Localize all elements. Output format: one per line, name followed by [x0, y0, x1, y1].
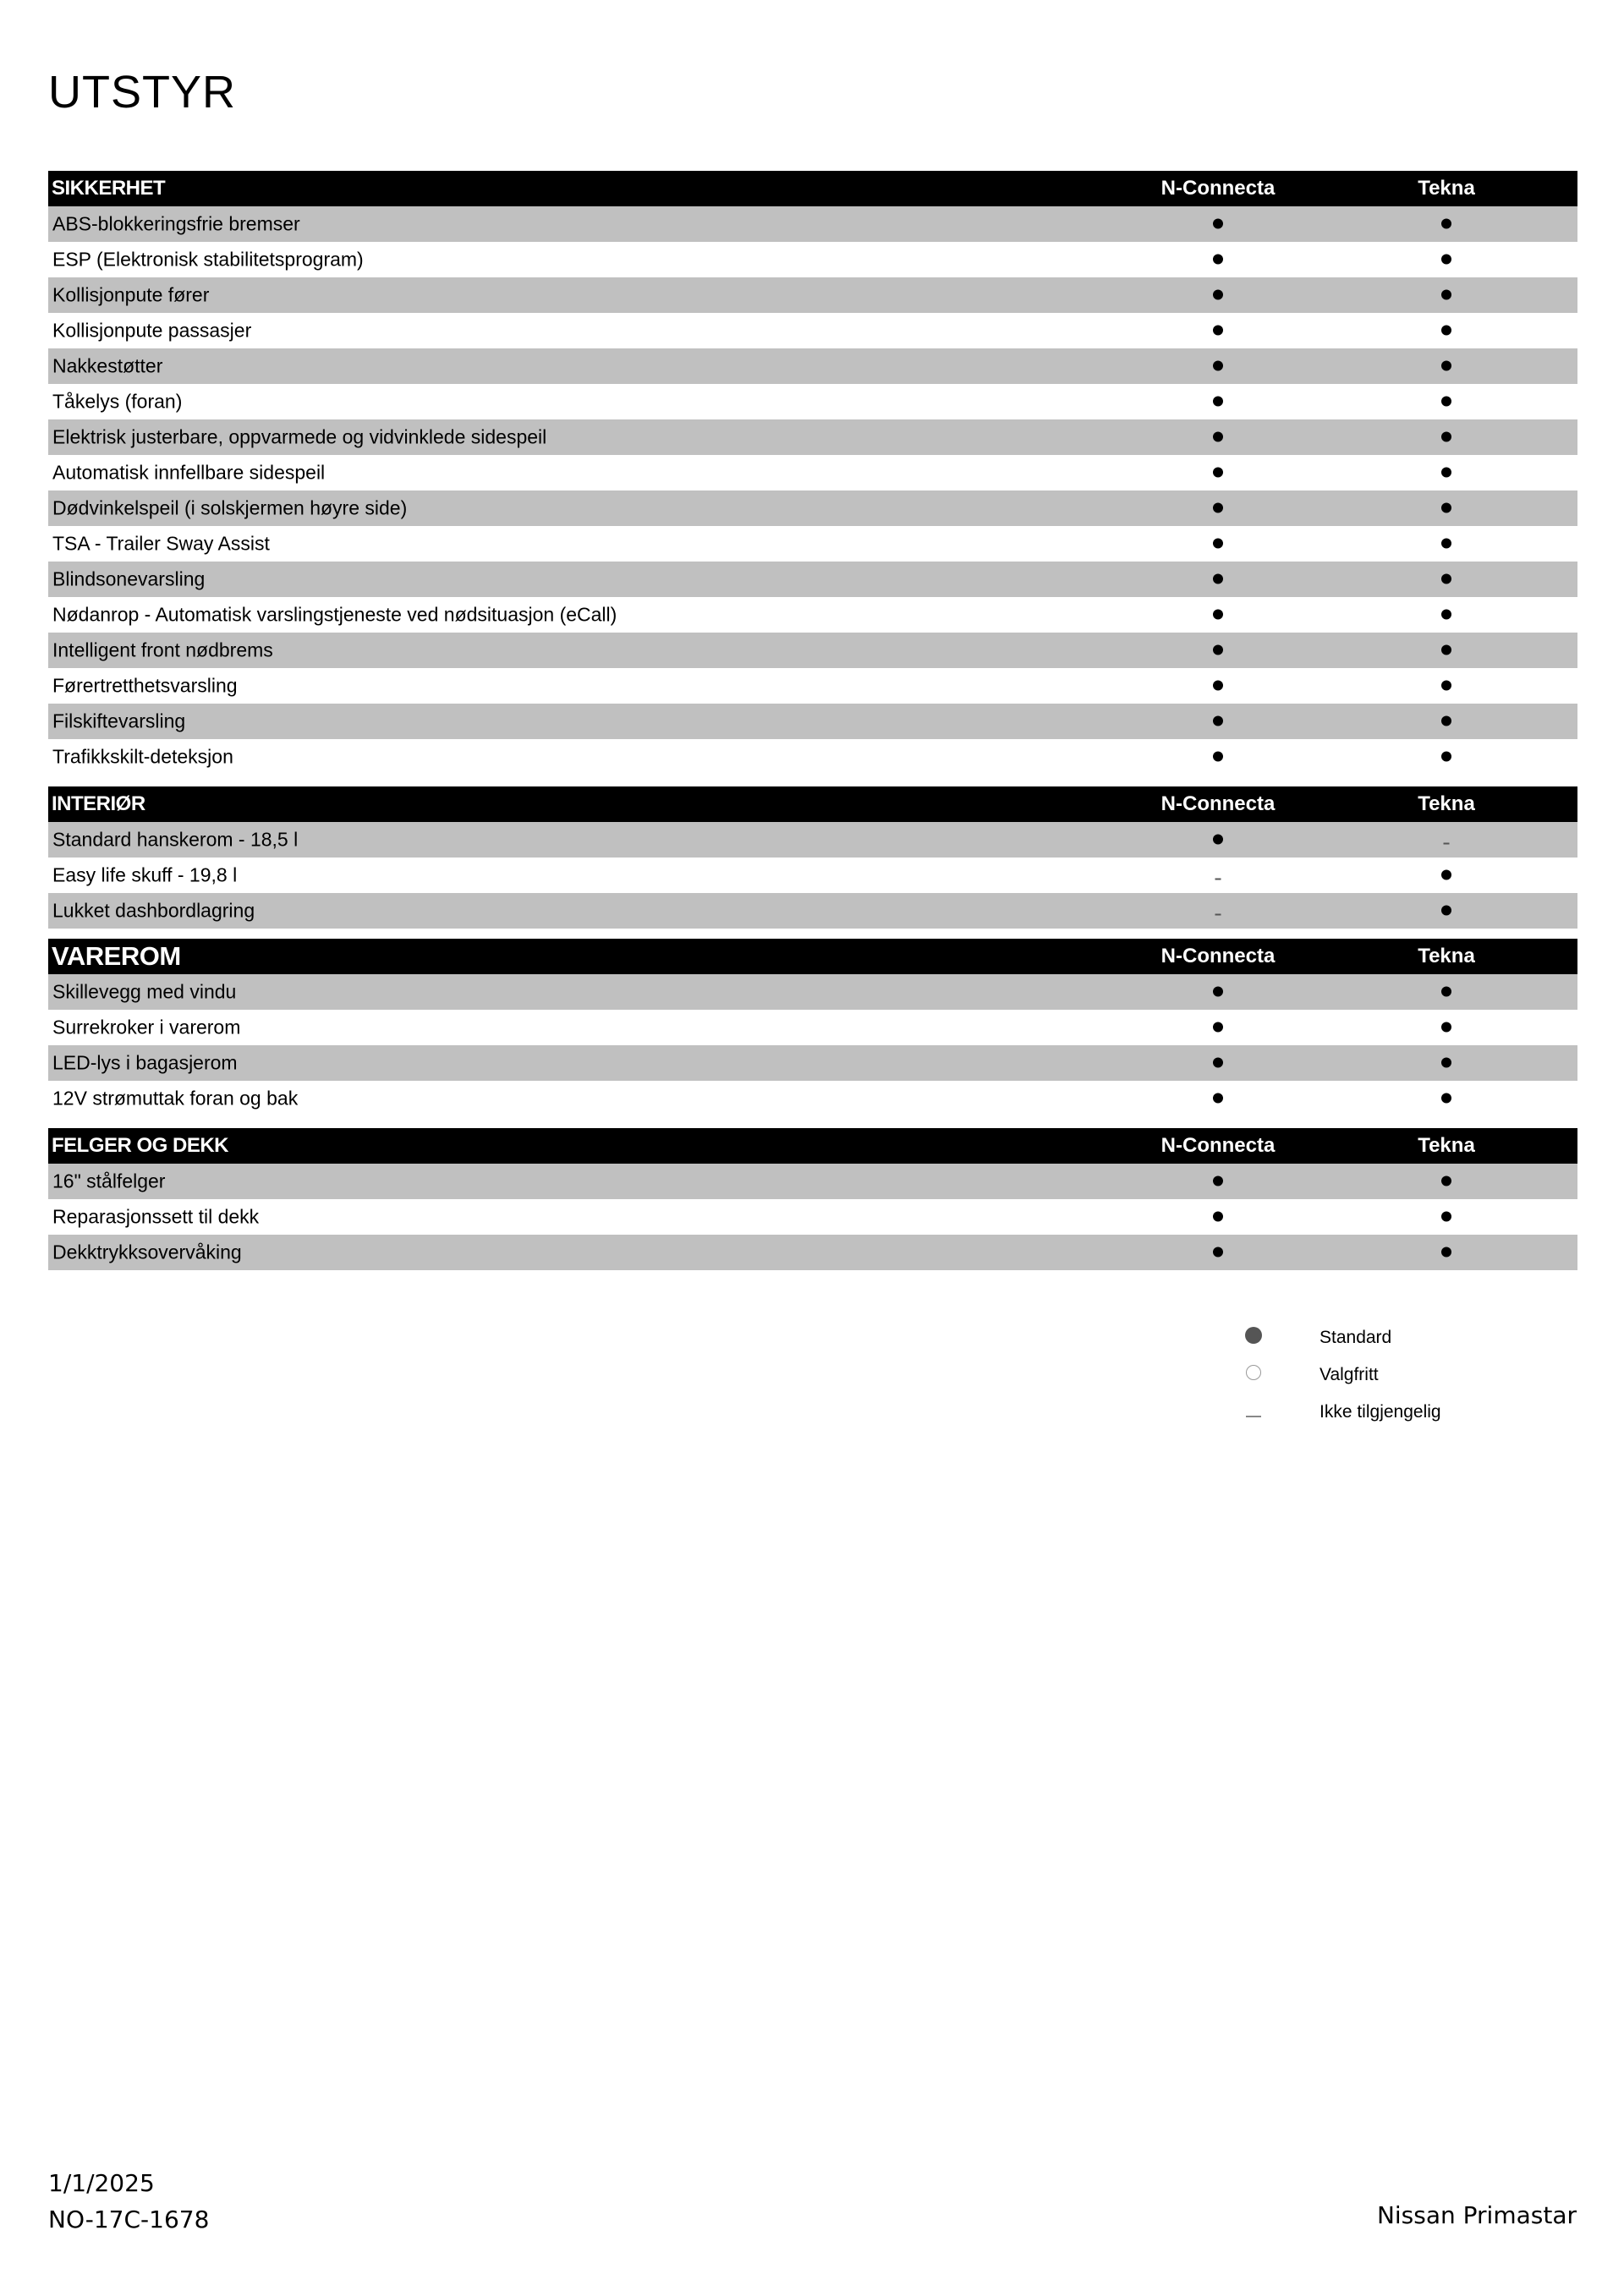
standard-dot-icon	[1213, 987, 1223, 997]
standard-dot-icon	[1213, 468, 1223, 478]
standard-dot-icon	[1441, 361, 1451, 371]
standard-dot-icon	[1245, 1327, 1262, 1344]
row-label: Intelligent front nødbrems	[52, 638, 273, 661]
column-header: Tekna	[1418, 945, 1475, 967]
row-label: Standard hanskerom - 18,5 l	[52, 828, 299, 851]
column-header: Tekna	[1418, 1134, 1475, 1157]
table-row	[48, 739, 1577, 775]
table-row	[48, 974, 1577, 1010]
row-label: Nakkestøtter	[52, 354, 163, 377]
table-row	[48, 490, 1577, 526]
standard-dot-icon	[1213, 255, 1223, 265]
standard-dot-icon	[1213, 752, 1223, 762]
standard-dot-icon	[1441, 326, 1451, 336]
legend-item-optional	[1235, 1356, 1539, 1394]
standard-dot-icon	[1441, 219, 1451, 229]
row-label: Kollisjonpute passasjer	[52, 319, 252, 342]
standard-dot-icon	[1441, 752, 1451, 762]
standard-dot-icon	[1213, 432, 1223, 442]
table-row	[48, 313, 1577, 348]
standard-dot-icon	[1441, 1212, 1451, 1222]
row-label: LED-lys i bagasjerom	[52, 1051, 238, 1074]
standard-dot-icon	[1213, 1176, 1223, 1186]
section-title: VAREROM	[52, 941, 181, 971]
table-row	[48, 1045, 1577, 1081]
standard-dot-icon	[1441, 397, 1451, 407]
section-header	[48, 939, 1577, 974]
legend-label: Ikke tilgjengelig	[1320, 1402, 1441, 1422]
standard-dot-icon	[1441, 1022, 1451, 1033]
table-row	[48, 1081, 1577, 1116]
standard-dot-icon	[1213, 1212, 1223, 1222]
table-row	[48, 822, 1577, 858]
row-label: ABS-blokkeringsfrie bremser	[52, 212, 300, 235]
standard-dot-icon	[1213, 681, 1223, 691]
legend-item-not-available	[1235, 1394, 1539, 1431]
standard-dot-icon	[1213, 1093, 1223, 1104]
standard-dot-icon	[1441, 1247, 1451, 1258]
table-row	[48, 348, 1577, 384]
standard-dot-icon	[1213, 716, 1223, 726]
row-label: 16" stålfelger	[52, 1170, 166, 1192]
standard-dot-icon	[1441, 255, 1451, 265]
table-row	[48, 526, 1577, 562]
standard-dot-icon	[1441, 906, 1451, 916]
column-header: N-Connecta	[1160, 1134, 1276, 1157]
standard-dot-icon	[1213, 503, 1223, 513]
standard-dot-icon	[1213, 835, 1223, 845]
standard-dot-icon	[1213, 645, 1223, 655]
not-available-dash-icon	[1246, 1416, 1261, 1417]
standard-dot-icon	[1441, 503, 1451, 513]
table-row	[48, 668, 1577, 704]
table-row	[48, 277, 1577, 313]
standard-dot-icon	[1441, 610, 1451, 620]
standard-dot-icon	[1213, 1022, 1223, 1033]
standard-dot-icon	[1441, 1093, 1451, 1104]
table-row	[48, 1010, 1577, 1045]
table-row	[48, 633, 1577, 668]
row-label: Skillevegg med vindu	[52, 980, 237, 1003]
row-label: Easy life skuff - 19,8 l	[52, 863, 238, 886]
standard-dot-icon	[1441, 1058, 1451, 1068]
legend-item-standard	[1235, 1319, 1539, 1356]
row-label: TSA - Trailer Sway Assist	[52, 532, 270, 555]
table-row	[48, 893, 1577, 929]
table-row	[48, 384, 1577, 419]
not-available-dash-icon	[1444, 843, 1450, 845]
section-table	[48, 1128, 1577, 1270]
row-label: Dekktrykksovervåking	[52, 1241, 242, 1263]
row-label: Lukket dashbordlagring	[52, 899, 255, 922]
table-row	[48, 455, 1577, 490]
row-label: Trafikkskilt-deteksjon	[52, 745, 233, 768]
standard-dot-icon	[1213, 610, 1223, 620]
table-row	[48, 1199, 1577, 1235]
column-header: N-Connecta	[1160, 177, 1276, 200]
footer-code: NO-17C-1678	[48, 2206, 210, 2233]
footer-brand: Nissan Primastar	[1376, 2201, 1577, 2229]
section-header	[48, 171, 1577, 206]
table-row	[48, 597, 1577, 633]
standard-dot-icon	[1441, 290, 1451, 300]
table-row	[48, 206, 1577, 242]
section-title: SIKKERHET	[52, 177, 166, 200]
standard-dot-icon	[1441, 716, 1451, 726]
column-header: N-Connecta	[1160, 792, 1276, 815]
row-label: Dødvinkelspeil (i solskjermen høyre side)	[52, 496, 408, 519]
section-title: INTERIØR	[52, 792, 145, 815]
footer-left	[48, 2165, 209, 2238]
column-header: N-Connecta	[1160, 945, 1276, 967]
not-available-dash-icon	[1215, 879, 1221, 880]
standard-dot-icon	[1213, 574, 1223, 584]
standard-dot-icon	[1213, 361, 1223, 371]
not-available-dash-icon	[1215, 914, 1221, 916]
row-label: Blindsonevarsling	[52, 567, 206, 590]
standard-dot-icon	[1213, 539, 1223, 549]
standard-dot-icon	[1441, 574, 1451, 584]
legend-label: Standard	[1320, 1328, 1392, 1347]
standard-dot-icon	[1213, 1058, 1223, 1068]
section-table	[48, 939, 1577, 1116]
table-row	[48, 1164, 1577, 1199]
legend-label: Valgfritt	[1320, 1365, 1379, 1384]
standard-dot-icon	[1213, 290, 1223, 300]
standard-dot-icon	[1441, 1176, 1451, 1186]
page-title: UTSTYR	[48, 67, 236, 118]
row-label: 12V strømuttak foran og bak	[52, 1087, 299, 1110]
column-header: Tekna	[1418, 177, 1475, 200]
row-label: Nødanrop - Automatisk varslingstjeneste ved nødsituasjon (eCall)	[52, 603, 617, 626]
standard-dot-icon	[1441, 645, 1451, 655]
standard-dot-icon	[1213, 219, 1223, 229]
standard-dot-icon	[1213, 397, 1223, 407]
table-row	[48, 704, 1577, 739]
row-label: Automatisk innfellbare sidespeil	[52, 461, 326, 484]
row-label: Elektrisk justerbare, oppvarmede og vidvinklede sidespeil	[52, 425, 547, 448]
row-label: Tåkelys (foran)	[52, 390, 183, 413]
row-label: ESP (Elektronisk stabilitetsprogram)	[52, 248, 364, 271]
section-table	[48, 171, 1577, 775]
row-label: Førertretthetsvarsling	[52, 674, 238, 697]
table-row	[48, 562, 1577, 597]
section-header	[48, 786, 1577, 822]
standard-dot-icon	[1213, 1247, 1223, 1258]
optional-circle-icon	[1246, 1365, 1261, 1380]
standard-dot-icon	[1441, 987, 1451, 997]
standard-dot-icon	[1441, 468, 1451, 478]
table-row	[48, 858, 1577, 893]
row-label: Reparasjonssett til dekk	[52, 1205, 260, 1228]
table-row	[48, 242, 1577, 277]
standard-dot-icon	[1213, 326, 1223, 336]
table-row	[48, 1235, 1577, 1270]
standard-dot-icon	[1441, 870, 1451, 880]
section-header	[48, 1128, 1577, 1164]
standard-dot-icon	[1441, 681, 1451, 691]
section-table	[48, 786, 1577, 929]
table-row	[48, 419, 1577, 455]
row-label: Kollisjonpute fører	[52, 283, 210, 306]
footer-date: 1/1/2025	[48, 2169, 155, 2197]
standard-dot-icon	[1441, 432, 1451, 442]
row-label: Filskiftevarsling	[52, 710, 186, 732]
column-header: Tekna	[1418, 792, 1475, 815]
legend	[1235, 1319, 1539, 1431]
section-title: FELGER OG DEKK	[52, 1134, 229, 1157]
row-label: Surrekroker i varerom	[52, 1016, 241, 1038]
standard-dot-icon	[1441, 539, 1451, 549]
